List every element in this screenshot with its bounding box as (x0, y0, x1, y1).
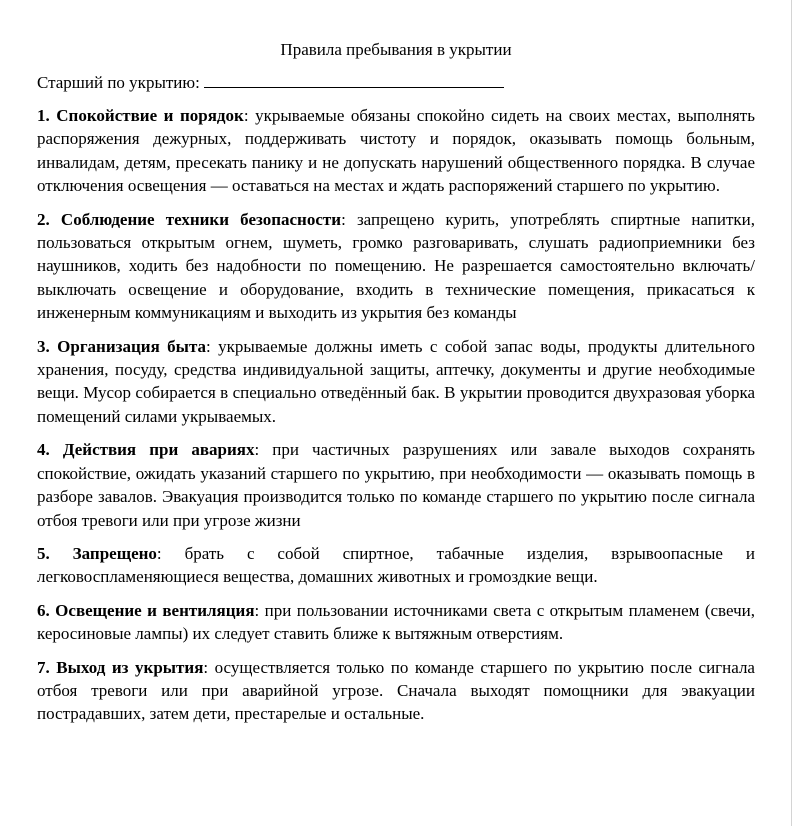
shelter-head-blank-line (204, 71, 504, 88)
rule-text: : укрываемые должны иметь с собой запас воды, продукты длительного хранения, посуду, средства индивидуальной защиты, аптечку, документы и другие необходимые вещи. Мусор собирается в специально отведённый бак. В укрытии проводится двухразовая уборка помещений силами укрываемых. (37, 336, 756, 426)
rule-2 (37, 208, 755, 325)
shelter-head-line (37, 71, 755, 94)
rule-1 (37, 104, 755, 198)
rule-heading: 2. Соблюдение техники безопасности (37, 209, 342, 229)
rule-heading: 4. Действия при авариях (37, 440, 255, 460)
rule-text: : укрываемые обязаны спокойно сидеть на своих местах, выполнять распоряжения дежурных, поддерживать чистоту и порядок, оказывать помощь больным, инвалидам, детям, пресекать панику и не допускать нарушений общественного порядка. В случае отключения освещения — оставаться на местах и ждать распоряжений старшего по укрытию. (37, 106, 755, 196)
rule-text: : при частичных разрушениях или завале выходов сохранять спокойствие, ожидать указаний старшего по укрытию, при необходимости — оказывать помощь в разборе завалов. Эвакуация производится только по команде старшего по укрытию после сигнала отбоя тревоги или при угрозе жизни (37, 440, 756, 530)
rule-heading: 3. Организация быта (37, 336, 207, 356)
document-title: Правила пребывания в укрытии (280, 40, 512, 59)
rule-heading: 7. Выход из укрытия (37, 657, 204, 677)
rule-text: : при пользовании источниками света с открытым пламенем (свечи, керосиновые лампы) их следует ставить ближе к вытяжным отверстиям. (37, 600, 755, 644)
rule-3 (37, 335, 755, 429)
rule-text: : запрещено курить, употреблять спиртные напитки, пользоваться открытым огнем, шуметь, громко разговаривать, слушать радиоприемники без наушников, ходить без надобности по помещению. Не разрешается самостоятельно включать/выключать освещение и оборудование, входить в технические помещения, прикасаться к инженерным коммуникациям и выходить из укрытия без команды (37, 209, 755, 323)
rule-heading: 6. Освещение и вентиляция (37, 600, 255, 620)
document-page (37, 38, 755, 736)
shelter-head-label: Старший по укрытию: (37, 73, 200, 92)
rule-6 (37, 599, 755, 646)
rule-text: : брать с собой спиртное, табачные изделия, взрывоопасные и легковоспламеняющиеся вещества, домашних животных и громоздкие вещи. (37, 543, 755, 587)
rule-heading: 1. Спокойствие и порядок (37, 106, 244, 125)
rule-text: : осуществляется только по команде старшего по укрытию после сигнала отбоя тревоги или при аварийной угрозе. Сначала выходят помощники для эвакуации пострадавших, затем дети, престарелые и остальные. (37, 657, 755, 724)
rule-7 (37, 656, 755, 726)
rule-5 (37, 542, 755, 589)
rule-4 (37, 438, 755, 532)
rule-heading: 5. Запрещено (37, 543, 157, 563)
